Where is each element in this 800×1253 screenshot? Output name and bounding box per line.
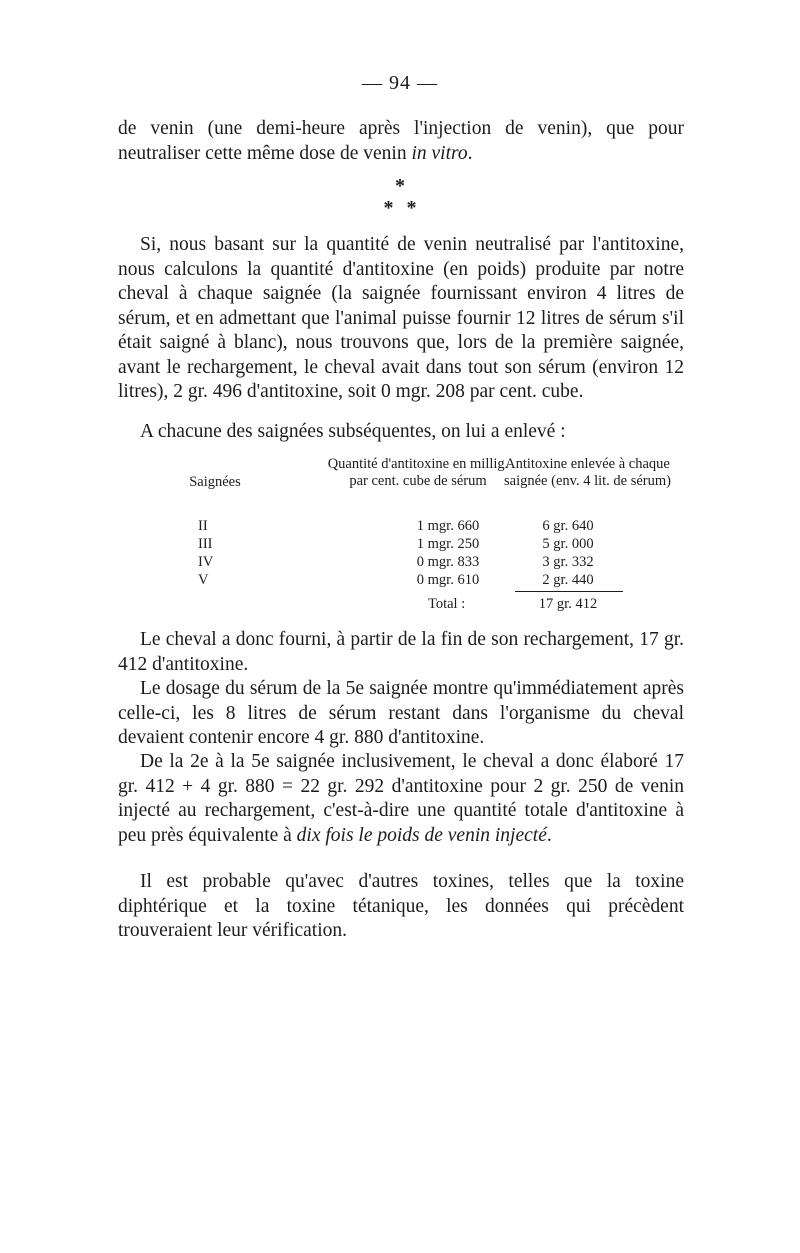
cell-saignee: III — [198, 536, 213, 552]
asterism-bottom: * * — [383, 197, 417, 219]
paragraph-intro — [118, 117, 684, 166]
paragraph-4: Le dosage du sérum de la 5e saignée montre qu'immédiatement après celle-ci, les 8 litres de sérum restant dans l'organisme du cheval devaient contenir encore 4 gr. 880 d'antitoxine. — [118, 678, 684, 748]
total-value: 17 gr. 412 — [538, 596, 598, 612]
para5-emphasis: dix fois le poids de venin injecté — [296, 824, 547, 846]
table-row — [0, 554, 800, 572]
cell-quantite: 1 mgr. 250 — [416, 536, 480, 552]
total-label: Total : — [428, 596, 466, 612]
cell-enlevee: 6 gr. 640 — [542, 518, 594, 534]
header-enlevee: Antitoxine enlevée à chaque saignée (env. 4 lit. de sérum) — [504, 456, 671, 489]
cell-quantite: 1 mgr. 660 — [416, 518, 480, 534]
cell-enlevee: 3 gr. 332 — [542, 554, 594, 570]
cell-saignee: V — [198, 572, 209, 588]
header-saignees: Saignées — [189, 474, 241, 490]
paragraph-5 — [118, 750, 684, 848]
cell-quantite: 0 mgr. 833 — [416, 554, 480, 570]
cell-enlevee: 5 gr. 000 — [542, 536, 594, 552]
asterism-top: * — [395, 175, 405, 197]
para5-text: De la 2e à la 5e saignée inclusivement, le cheval a donc élaboré 17 gr. 412 + 4 gr. 880 = 22 gr. 292 d'antitoxine pour 2 gr. 250 de venin injecté au rechargement, c'est-à-dire une quantité totale d'antitoxine à peu près équivalente à — [118, 751, 684, 846]
cell-saignee: IV — [198, 554, 214, 570]
intro-emphasis: in vitro — [411, 142, 468, 164]
intro-text: de venin (une demi-heure après l'injection de venin), que pour neutraliser cette même dose de venin — [118, 118, 684, 164]
header-quantite: Quantité d'antitoxine en millig. par cent. cube de sérum — [327, 456, 509, 489]
paragraph-2: A chacune des saignées subséquentes, on lui a enlevé : — [140, 421, 566, 442]
cell-saignee: II — [198, 518, 208, 534]
para5-end: . — [546, 824, 552, 846]
cell-enlevee: 2 gr. 440 — [542, 572, 594, 588]
paragraph-6: Il est probable qu'avec d'autres toxines, telles que la toxine diphtérique et la toxine tétanique, les données qui précèdent trouveraient leur vérification. — [118, 871, 684, 941]
intro-end: . — [467, 142, 473, 164]
paragraph-1: Si, nous basant sur la quantité de venin neutralisé par l'antitoxine, nous calculons la quantité d'antitoxine (en poids) produite par notre cheval à chaque saignée (la saignée fournissant environ 4 litres de sérum, et en admettant que l'animal puisse fournir 12 litres de sérum s'il était saigné à blanc), nous trouvons que, lors de la première saignée, avant le rechargement, le cheval avait dans tout son sérum (environ 12 litres), 2 gr. 496 d'antitoxine, soit 0 mgr. 208 par cent. cube. — [118, 234, 684, 402]
cell-quantite: 0 mgr. 610 — [416, 572, 480, 588]
antitoxin-table — [0, 456, 800, 621]
table-row — [0, 518, 800, 536]
table-row — [0, 536, 800, 554]
total-rule — [515, 591, 623, 592]
paragraph-3: Le cheval a donc fourni, à partir de la fin de son rechargement, 17 gr. 412 d'antitoxine. — [118, 629, 684, 675]
page-number: — 94 — — [362, 72, 438, 94]
table-row — [0, 572, 800, 590]
